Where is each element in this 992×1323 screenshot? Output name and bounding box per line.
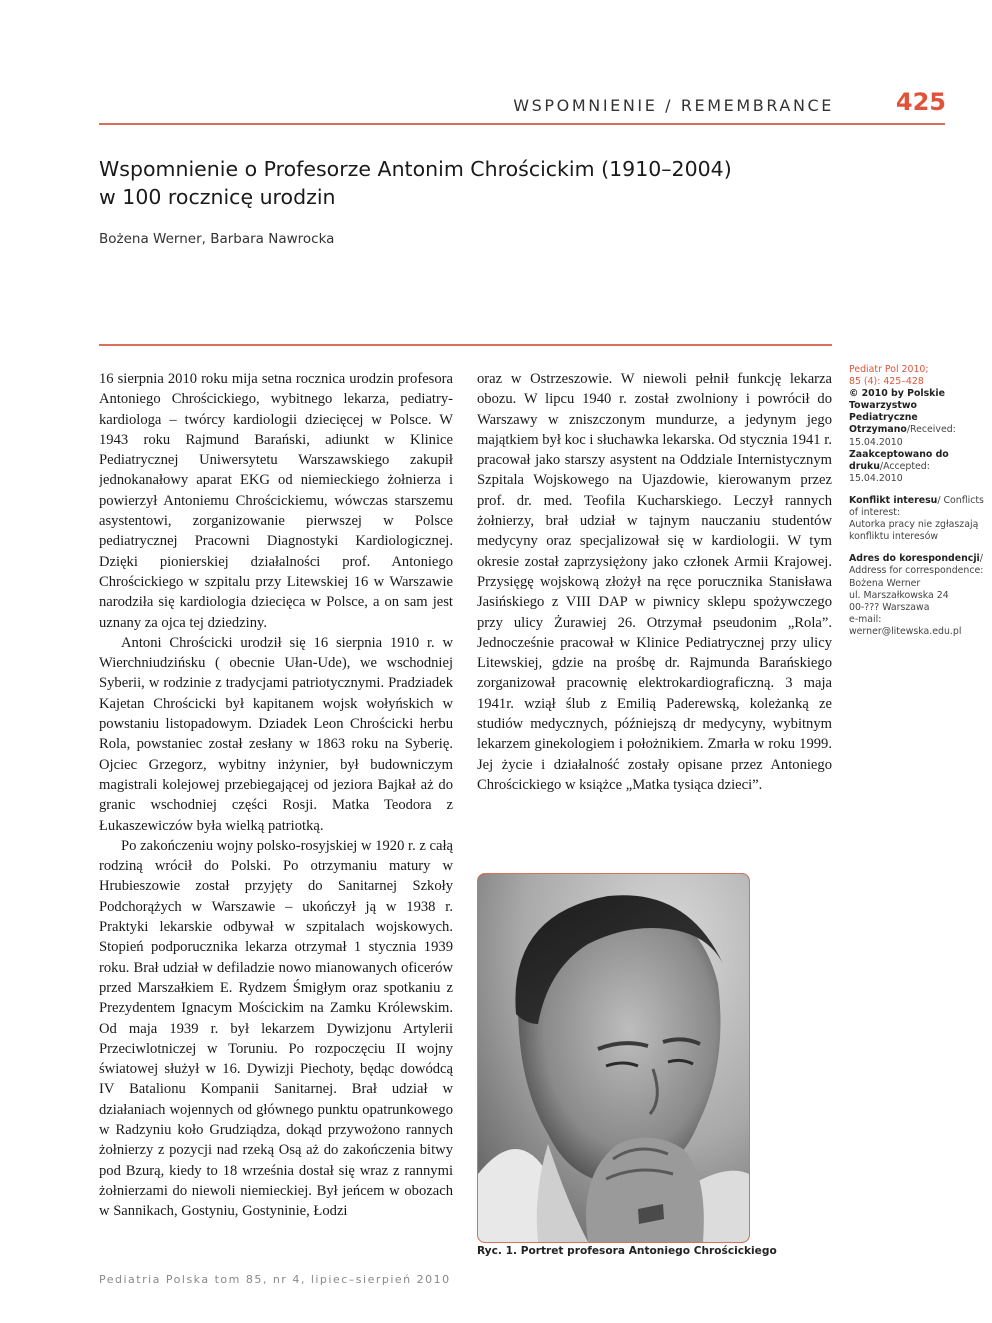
figure-caption	[477, 1245, 777, 1257]
article-authors: Bożena Werner, Barbara Nawrocka	[99, 231, 335, 247]
header-rule	[99, 123, 945, 125]
article-metadata-sidebar	[849, 364, 987, 648]
title-rule	[99, 344, 832, 346]
conflict-label-en: / Conflicts of interest:	[849, 494, 984, 519]
accepted-label-en: /Accepted:	[879, 460, 930, 472]
address-city: 00-??? Warszawa	[849, 601, 930, 613]
portrait-photo	[477, 873, 750, 1243]
address-label-en: / Address for correspondence:	[849, 553, 984, 577]
address-email[interactable]: e-mail: werner@litewska.edu.pl	[849, 613, 962, 637]
citation-line: Pediatr Pol 2010;	[849, 364, 929, 375]
paragraph: oraz w Ostrzeszowie. W niewoli pełnił funkcję lekarza obozu. W lipcu 1940 r. został zwolniony i powrócił do Warszawy w zniszczonym mundurze, a jedynym jego majątkiem był koc i słuchawka lekarska. Od stycznia 1941 r. pracował jako starszy asystent na Oddziale Internistycznym Szpitala Wojskowego na Ujazdowie, kierowanym przez prof. dr. med. Teofila Kucharskiego. Leczył rannych żołnierzy, brał udział w tajnym nauczaniu studentów medycyny oraz specjalizował się w kardiologii. W tym okresie został zaprzysiężony jako członek Armii Krajowej. Przysięgę wojskową złożył na ręce porucznika Stanisława Jasińskiego z VIII DAP w piwnicy sklepu spożywczego przy ulicy Żurawiej 26. Otrzymał pseudonim „Rola”. Jednocześnie pracował w Klinice Pediatrycznej przy ulicy Litewskiej, gdzie na prośbę dr. Rajmunda Barańskiego zorganizował pracownię elektrokardiograficzną. 3 maja 1941r. wziął ślub z Emilią Paderewską, koleżanką ze studiów medycznych, późniejszą dr medycyny, wybitnym lekarzem ginekologiem i położnikiem. Zmarła w roku 1999. Jej życie i działalność zostały opisane przez Antoniego Chrościckiego w książce „Matka tysiąca dzieci”.	[477, 371, 832, 793]
body-column-left	[99, 369, 453, 1269]
body-column-right	[477, 369, 832, 839]
caption-label: Ryc. 1.	[477, 1245, 517, 1257]
received-date: 15.04.2010	[849, 436, 903, 448]
running-head: WSPOMNIENIE / REMEMBRANCE	[513, 96, 834, 115]
received-label-en: /Received:	[906, 424, 956, 436]
received-label: Otrzymano	[849, 424, 907, 436]
address-block	[849, 553, 987, 638]
article-title-line2: w 100 rocznicę urodzin	[99, 185, 336, 209]
paragraph: Po zakończeniu wojny polsko-rosyjskiej w 1920 r. z całą rodziną wrócił do Polski. Po otrzymaniu matury w Hrubieszowie został przyjęty do Sanitarnej Szkoły Podchorążych w Warszawie – ukończył ją w 1938 r. Praktyki lekarskie odbywał w szpitalach wojskowych. Stopień podporucznika lekarza otrzymał 1 stycznia 1939 roku. Brał udział w defiladzie nowo mianowanych oficerów przed Marszałkiem E. Rydzem Śmigłym oraz spotkaniu z Prezydentem Ignacym Mościckim na Zamku Królewskim. Od maja 1939 r. był lekarzem Dywizjonu Artylerii Przeciwlotniczej w Toruniu. Po rozpoczęciu II wojny światowej służył w 16. Dywizji Piechoty, będąc dowódcą IV Batalionu Kompanii Sanitarnej. Brał udział w działaniach wojennych od głównego punktu opatrunkowego w Radzyniu koło Grudziądza, dokąd przywożono rannych żołnierzy z pozycji nad rzeką Osą aż do zakończenia bitwy pod Bzurą, kiedy to 18 września dostał się wraz z rannymi żołnierzami do niewoli niemieckiej. Był jeńcem w obozach w Sannikach, Gostyniu, Gostyninie, Łodzi	[99, 837, 453, 1220]
copyright: © 2010 by Polskie Towarzystwo Pediatryczne	[849, 388, 945, 424]
conflict-text: Autorka pracy nie zgłaszają konfliktu interesów	[849, 519, 979, 543]
citation-block	[849, 364, 987, 485]
address-street: ul. Marszałkowska 24	[849, 589, 949, 601]
address-label: Adres do korespondencji	[849, 553, 980, 565]
paragraph: 16 sierpnia 2010 roku mija setna rocznica urodzin profesora Antoniego Chrościckiego, wybitnego lekarza, pediatry-kardiologa – twórcy kardiologii dziecięcej w Polsce. W 1943 roku Rajmund Barański, adiunkt w Klinice Pediatrycznej Uniwersytetu Warszawskiego zakupił jednokanałowy aparat EKG od niemieckiego żołnierza i powierzył Antoniemu Chrościckiemu, wówczas starszemu asystentowi, zorganizowanie pierwszej w Polsce pediatrycznej Pracowni Diagnostyki Kardiologicznej. Dzięki pionierskiej działalności prof. Antoniego Chrościckiego w szpitalu przy Litewskiej 16 w Warszawie narodziła się kardiologia dziecięca w Polsce, a on sam jest uznany za ojca tej dziedziny.	[99, 371, 453, 631]
portrait-illustration	[478, 874, 749, 1242]
conflict-label: Konflikt interesu	[849, 494, 938, 506]
page-number: 425	[895, 88, 946, 116]
address-name: Bożena Werner	[849, 577, 921, 589]
journal-footer: Pediatria Polska tom 85, nr 4, lipiec–sierpień 2010	[99, 1273, 451, 1286]
accepted-date: 15.04.2010	[849, 472, 903, 484]
article-title-line1: Wspomnienie o Profesorze Antonim Chrościckim (1910–2004)	[99, 157, 732, 181]
conflict-block	[849, 495, 987, 543]
article-title	[99, 155, 839, 211]
citation-line: 85 (4): 425–428	[849, 376, 924, 388]
caption-text: Portret profesora Antoniego Chrościckiego	[520, 1245, 777, 1257]
accepted-label: Zaakceptowano do druku	[849, 448, 949, 472]
paragraph: Antoni Chrościcki urodził się 16 sierpnia 1910 r. w Wierchniudzińsku ( obecnie Ułan-Ude), we wschodniej Syberii, w rodzinie z tradycjami patriotycznymi. Pradziadek Kajetan Chrościcki był kapitanem wojsk wołyńskich w powstaniu listopadowym. Dziadek Leon Chrościcki herbu Rola, powstaniec został zesłany w 1863 roku na Syberię. Ojciec Grzegorz, wybitny inżynier, był budowniczym magistrali kolejowej przebiegającej od jeziora Bajkał aż do granic wschodniej części Rosji. Matka Teodora z Łukaszewiczów była wielką patriotką.	[99, 634, 453, 834]
